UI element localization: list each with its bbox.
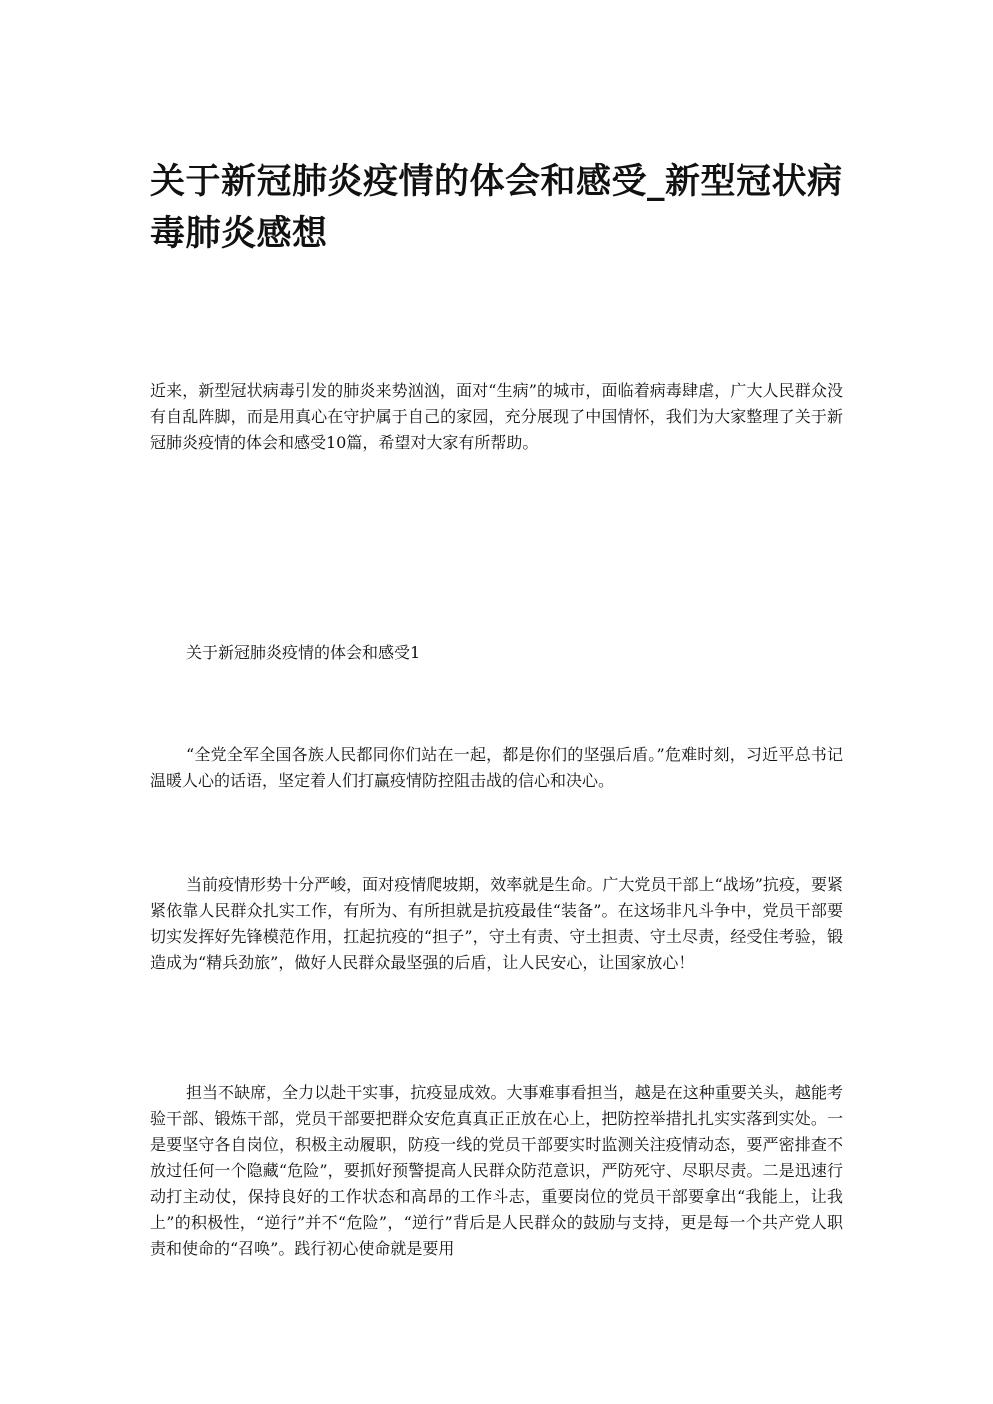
- section-heading: 关于新冠肺炎疫情的体会和感受1: [186, 643, 421, 662]
- intro-paragraph: 近来，新型冠状病毒引发的肺炎来势汹汹，面对“生病”的城市，面临着病毒肆虐，广大人民群众没有自乱阵脚，而是用真心在守护属于自己的家园，充分展现了中国情怀，我们为大家整理了关于新冠肺炎疫情的体会和感受10篇，希望对大家有所帮助。: [150, 381, 843, 452]
- body-paragraph-2: 当前疫情形势十分严峻，面对疫情爬坡期，效率就是生命。广大党员干部上“战场”抗疫，要紧紧依靠人民群众扎实工作，有所为、有所担就是抗疫最佳“装备”。在这场非凡斗争中，党员干部要切实发挥好先锋模范作用，扛起抗疫的“担子”，守土有责、守土担责、守土尽责，经受住考验，锻造成为“精兵劲旅”，做好人民群众最坚强的后盾，让人民安心，让国家放心！: [150, 875, 843, 972]
- document-title: 关于新冠肺炎疫情的体会和感受_新型冠状病毒肺炎感想: [150, 162, 843, 254]
- body-paragraph-3: 担当不缺席，全力以赴干实事，抗疫显成效。大事难事看担当，越是在这种重要关头，越能考验干部、锻炼干部，党员干部要把群众安危真真正正放在心上，把防控举措扎扎实实落到实处。一是要坚守各自岗位，积极主动履职，防疫一线的党员干部要实时监测关注疫情动态，要严密排查不放过任何一个隐藏“危险”，要抓好预警提高人民群众防范意识，严防死守、尽职尽责。二是迅速行动打主动仗，保持良好的工作状态和高昂的工作斗志，重要岗位的党员干部要拿出“我能上，让我上”的积极性，“逆行”并不“危险”，“逆行”背后是人民群众的鼓励与支持，更是每一个共产党人职责和使命的“召唤”。践行初心使命就是要用: [150, 1083, 843, 1258]
- body-paragraph-1: “全党全军全国各族人民都同你们站在一起，都是你们的坚强后盾。”危难时刻，习近平总书记温暖人心的话语，坚定着人们打赢疫情防控阻击战的信心和决心。: [150, 745, 843, 790]
